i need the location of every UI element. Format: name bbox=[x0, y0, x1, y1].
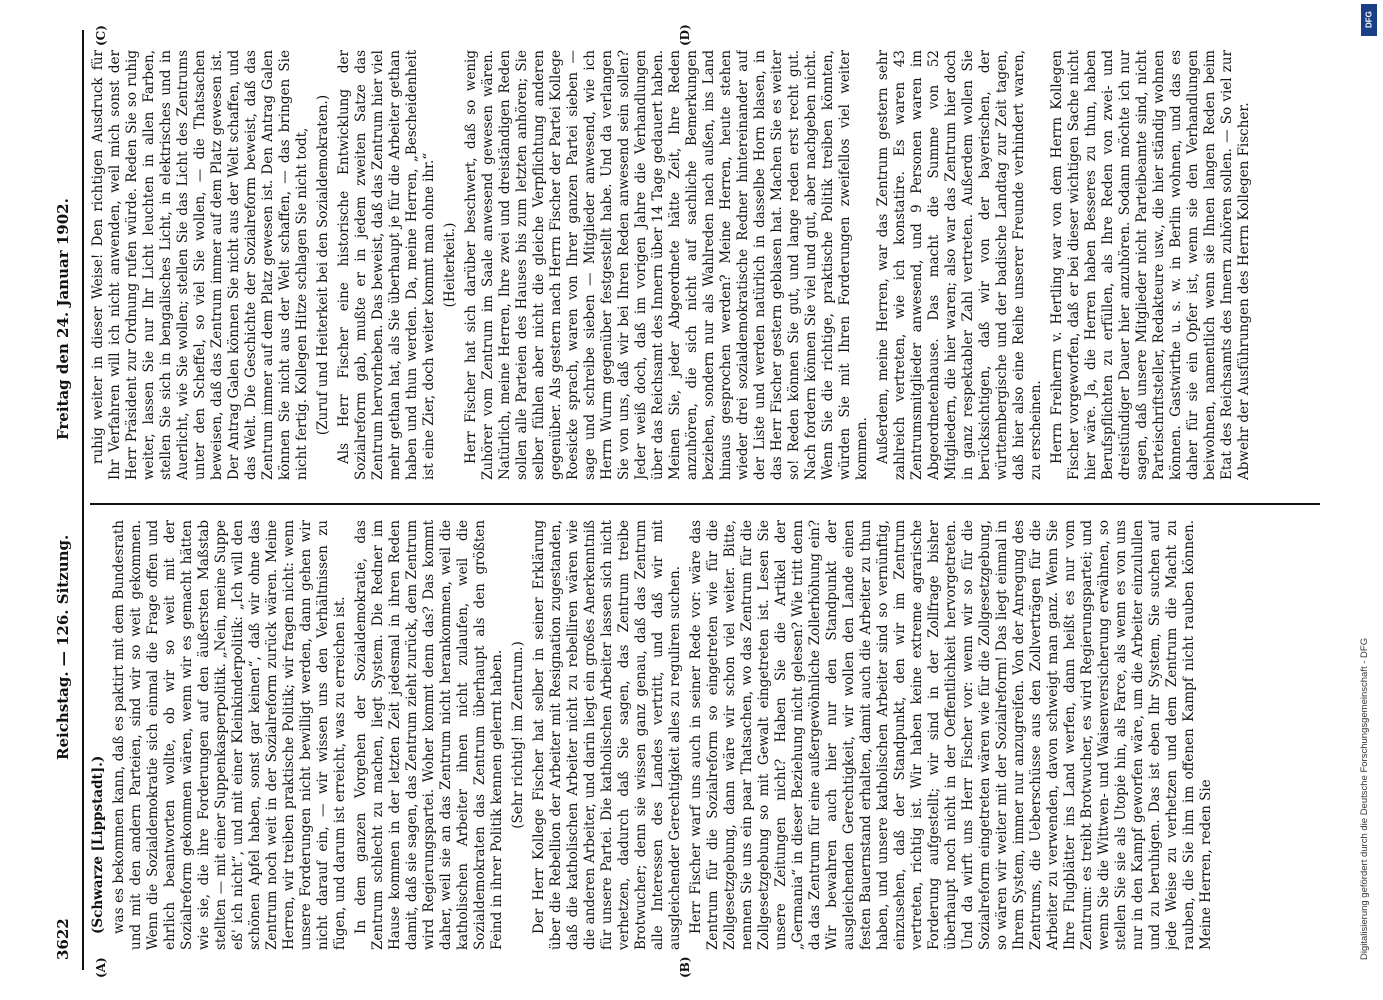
paragraph: In dem ganzen Vorgehen der Sozialdemokratie, das Zentrum schlecht zu machen, liegt System. Die Redner im Hause kommen in der letzten Zeit jedesmal in ihren Reden damit, daß sie sagen, das Zentrum zieht zurück, dem Zentrum wird Regierungspartei. Woher kommt denn das? Das kommt daher, weil sie an das Zentrum nicht herankommen, weil die katholischen Arbeiter ihnen nicht zulaufen, weil die Sozialdemokraten das Zentrum überhaupt als den größten Feind in ihrer Politik kennen gelernt haben. bbox=[353, 520, 505, 950]
page-header bbox=[54, 20, 80, 980]
paragraph: Herr Fischer warf uns auch in seiner Rede vor: wäre das Zentrum für die Sozialreform so eingetreten wie für die Zollgesetzgebung, dann wäre wir schon viel weiter. Bitte, nennen Sie uns ein paar Thatsachen, wo das Zentrum für die Zollgesetzgebung so mit Gewalt eingetreten ist. Lesen Sie unsere Zeitungen nicht? Haben Sie die Artikel der „Germania“ in dieser Beziehung nicht gelesen? Wie tritt denn da das Zentrum für eine außergewöhnliche Zollerhöhung ein? Wir bewahren auch hier nur den Standpunkt der ausgleichenden Gerechtigkeit, wir wollen den Lande einen festen Bauernstand erhalten, damit auch die Arbeiter zu thun haben, und unsere katholischen Arbeiter sind so vernünftig, einzusehen, daß der Standpunkt, den wir im Zentrum vertreten, richtig ist. Wir haben keine extreme agrarische Forderung aufgestellt; wir sind in der Zollfrage bisher überhaupt noch nicht in der Oeffentlichkeit hervorgetreten. Und da wirft uns Herr Fischer vor: wenn wir so für die Sozialreform eingetreten wären wie für die Zollgesetzgebung, so wären wir weiter mit der Sozialreform! Das liegt einmal in Ihrem System, immer nur anzugreifen. Von der Anregung des Zentrums, die Ueberschüsse aus den Zollverträgen für die Arbeiter zu verwenden, davon schweigt man ganz. Wenn Sie Ihre Flugblätter ins Land werfen, dann heißt es nur vom Zentrum: es treibt Brotwucher, es wird Regierungspartei; und wenn Sie die Wittwen- und Waisenversicherung erwähnen, so stellen Sie sie als Utopie hin, als Farce, als wenn es von uns nur in den Kampf geworfen wäre, um die Arbeiter einzulullen und zu beruhigen. Das ist eben Ihr System, Sie suchen auf jede Weise zu verhetzen und dem Zentrum die Macht zu rauben, die Sie ihm im offenen Kampf nicht rauben können. Meine Herren, reden Sie bbox=[688, 520, 1214, 950]
rotated-document-page bbox=[38, 20, 1338, 980]
interjection: (Sehr richtig! im Zentrum.) bbox=[510, 641, 526, 829]
dfg-logo: DFG bbox=[1361, 4, 1377, 36]
speaker-label: (Schwarze [Lippstadt].) bbox=[90, 755, 106, 934]
margin-mark-b: (B) bbox=[678, 956, 692, 978]
margin-mark-a: (A) bbox=[94, 957, 108, 978]
paragraph: Als Herr Fischer eine historische Entwicklung der Sozialreform gab, mußte er in jedem zweiten Satze das Zentrum hervorheben. Das beweist, daß das Zentrum hier viel mehr gethan hat, als Sie überhaupt je für die Arbeiter gethan haben und thun werden. Da, meine Herren, „Bescheidenheit ist eine Zier, doch weiter kommt man ohne ihr.“ bbox=[336, 50, 437, 480]
paragraph: Herrn Freiherrn v. Hertling war von dem Herrn Kollegen Fischer vorgeworfen, daß er bei dieser wichtigen Sache nicht hier wäre. Ja, die Herren haben Besseres zu thun, haben Berufspflichten zu erfüllen, als Ihre Reden von zwei- und dreistündiger Dauer hier anzuhören. Sodann möchte ich nur sagen, daß unsere Mitglieder nicht Parteibeamte sind, nicht Parteischriftsteller, Redakteure usw., die hier ständig wohnen können. Gastwirthe u. s. w. in Berlin wohnen, und das es daher für sie ein Opfer ist, wenn sie den Verhandlungen beiwohnen, namentlich wenn sie Ihnen langen Reden beim Etat des Reichsamts des Innern zuhören sollen. — So viel zur Abwehr der Ausführungen des Herrn Kollegen Fischer. bbox=[1049, 50, 1252, 480]
right-column bbox=[90, 50, 1320, 480]
paragraph: ruhig weiter in dieser Weise! Den richtigen Ausdruck für Ihr Verfahren will ich nicht anwenden, weil mich sonst der Herr Präsident zur Ordnung rufen würde. Reden Sie so ruhig weiter, lassen Sie nur Ihr Licht leuchten in allen Farben, stellen Sie sich in bengalisches Licht, in elektrisches und in Auerlicht, wie Sie wollen; stellen Sie das Licht des Zentrums unter den Scheffel, so viel Sie wollen, — die Thatsachen beweisen, daß das Zentrum immer auf dem Platz gewesen ist. Der Antrag Galen können Sie nicht aus der Welt schaffen, und das Welt. Die Geschichte der Sozialreform beweist, daß das Zentrum immer auf dem Platz gewesen ist. Den Antrag Galen können Sie nicht aus der Welt schaffen, — das bringen Sie nicht fertig. Kollegen Hitze schlagen Sie nicht todt, bbox=[90, 50, 310, 480]
paragraph: was es bekommen kann, daß es paktirt mit dem Bundesrath und mit den andern Parteien, sind wir so weit gekommen. Wenn die Sozialdemokratie sich einmal die Frage offen und ehrlich beantworten wollte, ob wir so weit mit der Sozialreform gekommen wären, wenn wir es gemacht hätten wie sie, die ihre Forderungen auf den äußersten Maßstab stellten — mit einer Suppenkasperpolitik. „Nein, meine Suppe eß' ich nicht“, und mit einer Kleinkinderpolitik: „Ich will den schönen Apfel haben, sonst gar keinen“, daß wir ohne das Zentrum noch weit in der Sozialreform zurück wären. Meine Herren, wir treiben praktische Politik; wir fragen nicht: wenn unsere Forderungen nicht bewilligt werden, dann gehen wir nicht darauf ein, — wir wissen uns den Verhältnissen zu fügen, und darum ist erreicht, was zu erreichen ist. bbox=[111, 520, 348, 950]
page-number: 3622 bbox=[54, 918, 72, 960]
paragraph: Der Herr Kollege Fischer hat selber in seiner Erklärung über die Rebellion der Arbeiter mit Resignation zugestanden, daß die katholischen Arbeiter nicht zu rebelliren wären wie die anderen Arbeiter, und darin liegt ein großes Anerkenntniß für unsere Partei. Die katholischen Arbeiter lassen sich nicht verhetzen, dadurch daß Sie sagen, das Zentrum treibe Brotwucher; denn sie wissen ganz genau, daß das Zentrum alle Interessen des Landes vertritt, und daß wir mit ausgleichender Gerechtigkeit alles zu reguliren suchen. bbox=[531, 520, 683, 950]
digitization-credit: Digitalisierung gefördert durch die Deutsche Forschungsgemeinschaft - DFG bbox=[1359, 637, 1370, 960]
column-divider bbox=[90, 503, 1320, 505]
paragraph: Außerdem, meine Herren, war das Zentrum gestern sehr zahlreich vertreten, wie ich konstatire. Es waren 43 Zentrumsmitglieder anwesend, und 9 Personen waren im Abgeordnetenhause. Das macht die Summe von 52 Mitgliedern, die hier waren; also war das Zentrum hier doch in ganz respektabler Zahl vertreten. Außerdem wollen Sie berücksichtigen, daß wir von der bayerischen, der württembergische und der badische Landtag zur Zeit tagen, daß hier also eine Reihe unserer Freunde verhindert waren, zu erscheinen. bbox=[875, 50, 1044, 480]
left-column bbox=[90, 520, 1320, 950]
interjection: (Zuruf und Heiterkeit bei den Sozialdemokraten.) bbox=[315, 94, 331, 436]
session-title: Reichstag. — 126. Sitzung. bbox=[54, 534, 72, 760]
margin-mark-c: (C) bbox=[94, 25, 108, 46]
session-date: Freitag den 24. Januar 1902. bbox=[54, 198, 72, 440]
margin-mark-d: (D) bbox=[678, 24, 692, 46]
digitization-footer bbox=[1357, 0, 1381, 1000]
paragraph: Herr Fischer hat sich darüber beschwert, daß so wenig Zuhörer vom Zentrum im Saale anwesend gewesen wären. Natürlich, meine Herren, Ihre zwei und dreiständigen Reden sollen alle Parteien des Hauses bis zum letzten anhören; Sie selber fühlen aber nicht die gleiche Verpflichtung anderen gegenüber. Als gestern nach Herrn Fischer der Partei Kollege Roesicke sprach, waren von Ihrer ganzen Partei sieben — sage und schreibe sieben — Mitglieder anwesend, wie ich Herrn Wurm gegenüber festgestellt habe. Und da verlangen Sie von uns, daß wir bei Ihren Reden anwesend sein sollen? Jeder weiß doch, daß im vorigen Jahre die Verhandlungen über das Reichsamt des Innern über 14 Tage gedauert haben. Meinen Sie, jeder Abgeordnete hätte Zeit, Ihre Reden anzuhören, die sich nicht auf sachliche Bemerkungen beziehen, sondern nur als Wahlreden nach außen, ins Land hinaus gesprochen werden? Meine Herren, heute stehen wieder drei sozialdemokratische Redner hintereinander auf der Liste und werden natürlich in dasselbe Horn blasen, in das Herr Fischer gestern geblasen hat. Machen Sie es weiter so! Reden können Sie gut, und lange reden erst recht gut. Nach fordern können Sie viel und gut, aber nachgeben nicht. Wenn Sie die richtige, praktische Politik treiben könnten, würden Sie mit Ihren Forderungen zweifellos viel weiter kommen. bbox=[463, 50, 870, 480]
interjection: (Heiterkeit.) bbox=[442, 222, 458, 308]
header-rule bbox=[82, 30, 84, 970]
